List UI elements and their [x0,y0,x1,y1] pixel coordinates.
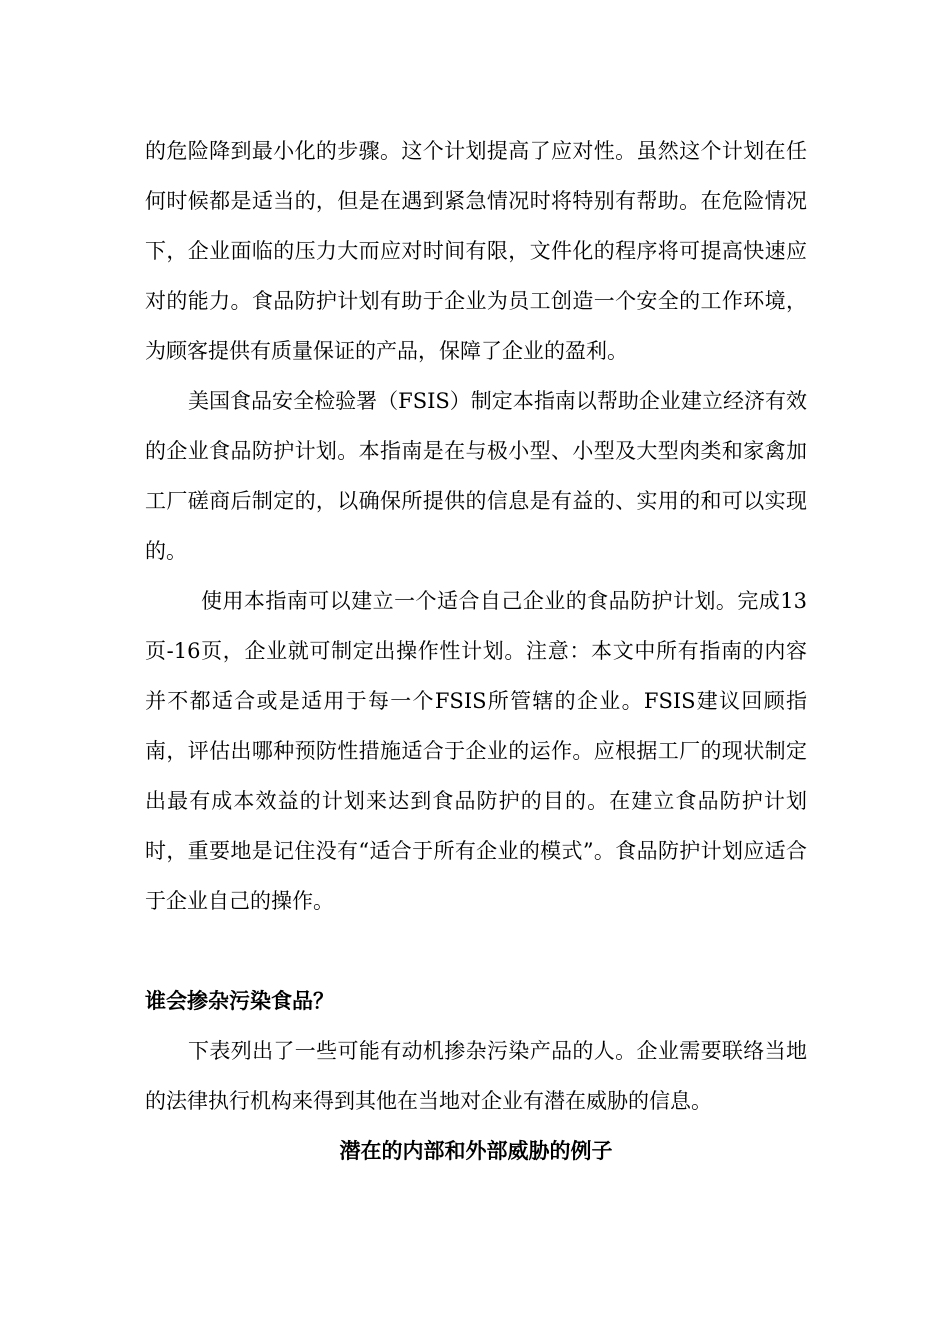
paragraph-spacer [145,926,807,976]
table-title: 潜在的内部和外部威胁的例子 [339,1138,613,1163]
section-paragraph: 下表列出了一些可能有动机掺杂污染产品的人。企业需要联络当地的法律执行机构来得到其他在当地对企业有潜在威胁的信息。 [145,1039,807,1113]
body-paragraph-3: 使用本指南可以建立一个适合自己企业的食品防护计划。完成13页-16页，企业就可制定出操作性计划。注意：本文中所有指南的内容并不都适合或是适用于每一个FSIS所管辖的企业。FSIS建议回顾指南，评估出哪种预防性措施适合于企业的运作。应根据工厂的现状制定出最有成本效益的计划来达到食品防护的目的。在建立食品防护计划时，重要地是记住没有“适合于所有企业的模式”。食品防护计划应适合于企业自己的操作。 [145,589,807,913]
document-page [145,126,807,1176]
body-paragraph-1: 的危险降到最小化的步骤。这个计划提高了应对性。虽然这个计划在任何时候都是适当的，但是在遇到紧急情况时将特别有帮助。在危险情况下，企业面临的压力大而应对时间有限，文件化的程序将可提高快速应对的能力。食品防护计划有助于企业为员工创造一个安全的工作环境，为顾客提供有质量保证的产品，保障了企业的盈利。 [145,139,807,363]
section-heading: 谁会掺杂污染食品？ [145,988,334,1013]
body-paragraph-2: 美国食品安全检验署（FSIS）制定本指南以帮助企业建立经济有效的企业食品防护计划。本指南是在与极小型、小型及大型肉类和家禽加工厂磋商后制定的，以确保所提供的信息是有益的、实用的和可以实现的。 [145,389,807,563]
